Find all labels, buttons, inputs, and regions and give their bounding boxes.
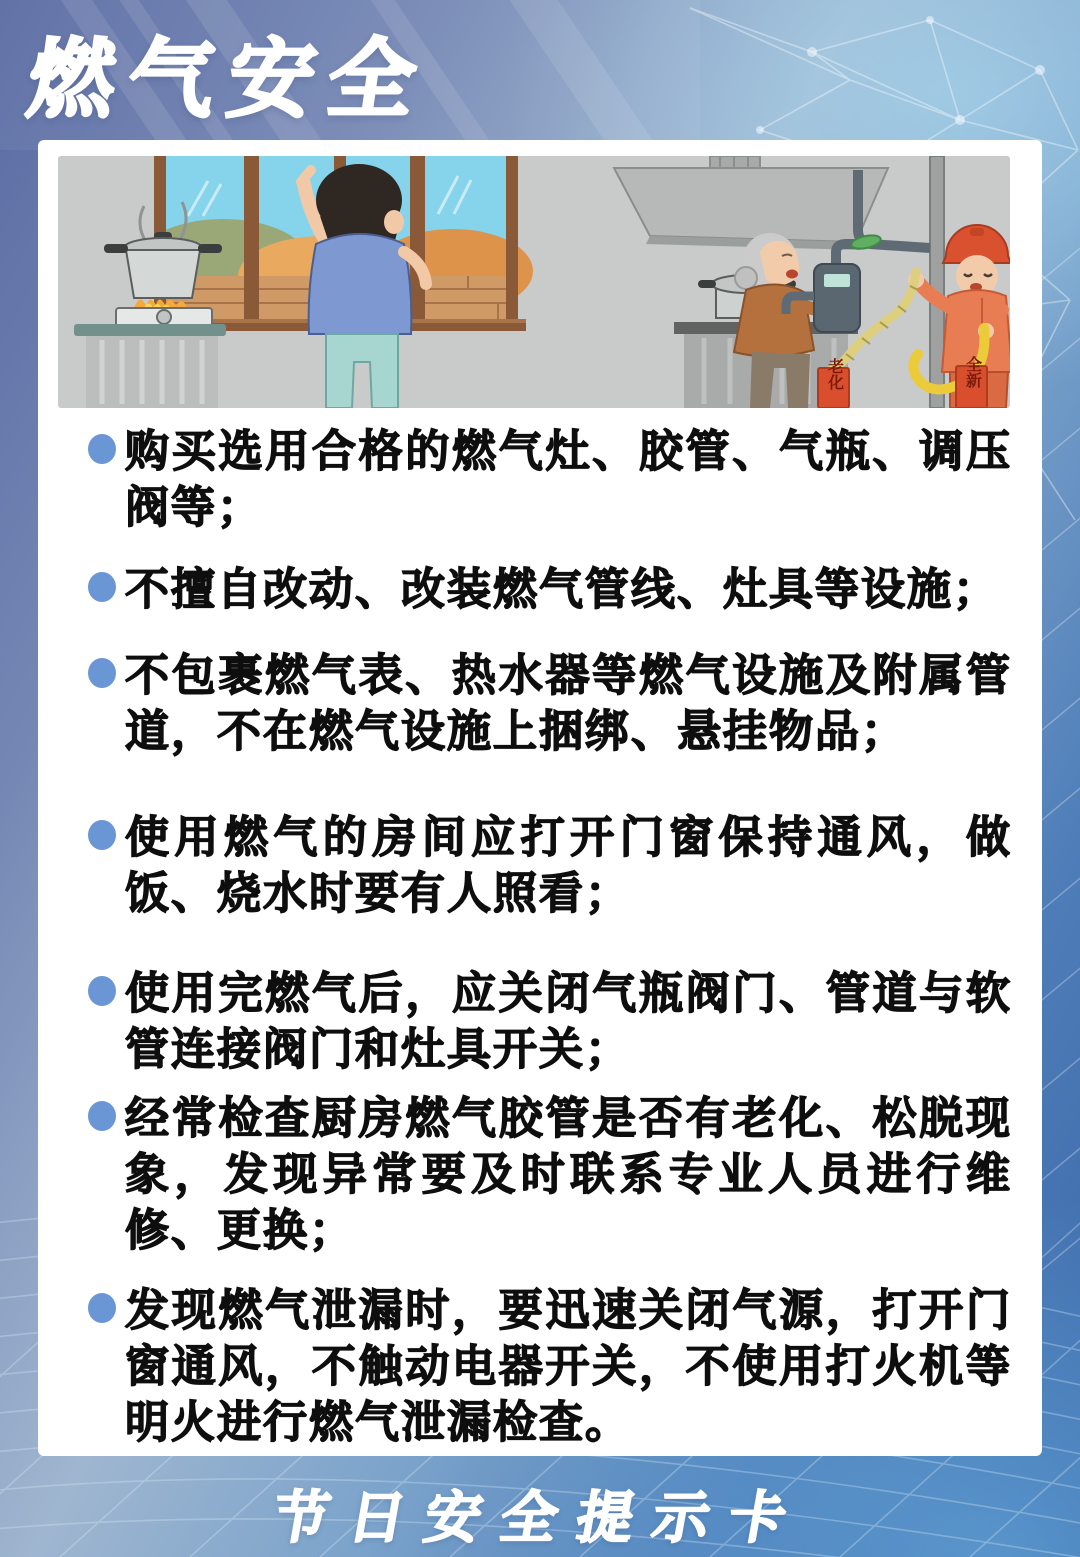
safety-card [38,140,1042,1456]
tip-item [88,562,1012,618]
range-hood [614,156,888,250]
tip-text: 使用完燃气后，应关闭气瓶阀门、管道与软管连接阀门和灶具开关； [125,969,1012,1074]
tip-item [88,648,1012,760]
bullet-dot-icon [88,1293,116,1323]
tip-text: 不擅自改动、改装燃气管线、灶具等设施； [125,565,999,614]
bullet-dot-icon [88,572,116,602]
tip-text: 经常检查厨房燃气胶管是否有老化、松脱现象，发现异常要及时联系专业人员进行维修、更换； [125,1094,1012,1255]
tip-item [88,966,1012,1078]
tip-text: 发现燃气泄漏时，要迅速关闭气源，打开门窗通风，不触动电器开关，不使用打火机等明火进行燃气泄漏检查。 [125,1286,1012,1447]
tip-item [88,810,1012,922]
tip-text: 不包裹燃气表、热水器等燃气设施及附属管道，不在燃气设施上捆绑、悬挂物品； [125,651,1012,756]
tip-item [88,1283,1012,1451]
footer-caption: 节日安全提示卡 [267,1486,811,1549]
tip-item [88,1091,1012,1259]
bullet-dot-icon [88,976,116,1006]
kitchen-safety-illustration [58,156,1010,408]
new-hose-tag-label: 全新 [963,356,981,388]
tip-item [88,424,1012,536]
bullet-dot-icon [88,434,116,464]
page-title: 燃气安全 [22,32,436,128]
tip-text: 使用燃气的房间应打开门窗保持通风，做饭、烧水时要有人照看； [125,813,1012,918]
safety-tips-list [38,424,1042,1451]
bullet-dot-icon [88,1101,116,1131]
old-hose-tag-label: 老化 [825,358,843,390]
tip-text: 购买选用合格的燃气灶、胶管、气瓶、调压阀等； [125,427,1012,532]
bullet-dot-icon [88,820,116,850]
bullet-dot-icon [88,658,116,688]
